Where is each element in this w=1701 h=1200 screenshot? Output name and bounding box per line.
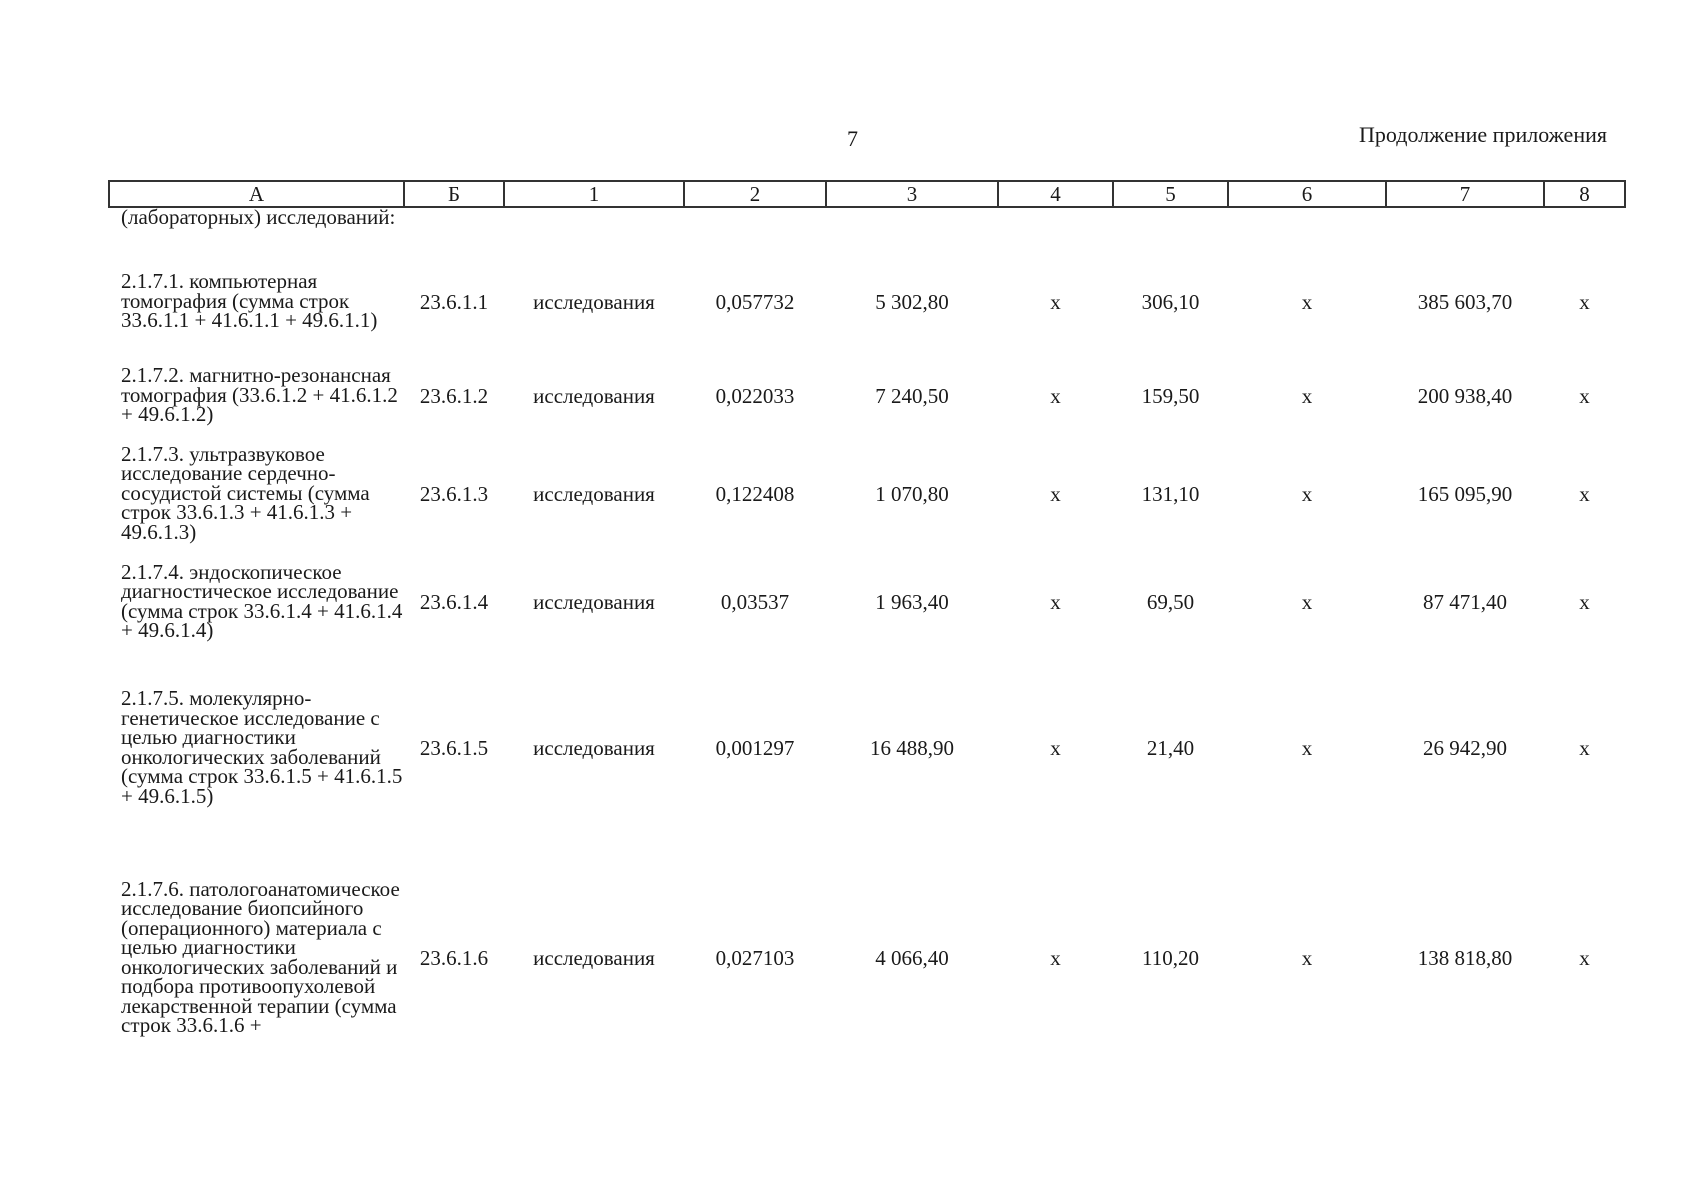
row-col5: 306,10 [1141,289,1200,314]
row-col4: х [1050,383,1061,408]
table-row [109,254,1625,350]
row-col5: 110,20 [1142,945,1199,970]
column-header: 1 [504,181,684,207]
row-col3: 1 963,40 [875,589,949,614]
row-col8: х [1579,383,1590,408]
row-col4: х [1050,481,1061,506]
table-row [109,658,1625,838]
table-row [109,350,1625,442]
row-col3: 16 488,90 [870,735,954,760]
row-name: 2.1.7.6. патологоанатомическое исследование биопсийного (операционного) материала с целью диагностики онкологических заболеваний и подбора противоопухолевой лекарственной терапии (сумма строк 33.6.1.6 + [121,876,400,1037]
row-col6: х [1301,945,1313,970]
row-col2: 0,03537 [720,589,790,614]
column-header: 2 [684,181,826,207]
column-header-row [109,181,1625,207]
row-col4: х [1050,289,1061,314]
row-col2: 0,001297 [715,735,795,760]
column-header: 8 [1544,181,1625,207]
row-col6: х [1301,289,1313,314]
row-col3: 4 066,40 [875,945,949,970]
row-col7: 87 471,40 [1423,589,1507,614]
row-col6: х [1301,481,1313,506]
row-unit: исследования [533,735,655,760]
row-unit: исследования [533,589,655,614]
column-header: 6 [1228,181,1386,207]
row-name: 2.1.7.2. магнитно-резонансная томография (33.6.1.2 + 41.6.1.2 + 49.6.1.2) [121,363,398,427]
column-header: 7 [1386,181,1544,207]
row-col7: 385 603,70 [1417,289,1513,314]
row-col6: х [1301,735,1313,760]
row-unit: исследования [533,945,655,970]
row-col2: 0,027103 [715,945,795,970]
row-col3: 5 302,80 [875,289,949,314]
page-number: 7 [847,126,858,151]
row-col8: х [1579,589,1590,614]
row-col7: 26 942,90 [1423,735,1507,760]
row-code: 23.6.1.5 [419,735,489,760]
row-col2: 0,057732 [715,289,795,314]
row-col8: х [1579,735,1590,760]
row-col7: 138 818,80 [1417,945,1513,970]
row-col5: 21,40 [1146,735,1195,760]
row-col8: х [1579,289,1590,314]
row-col6: х [1301,589,1313,614]
row-code: 23.6.1.2 [419,383,489,408]
row-col6: х [1301,383,1313,408]
row-name: 2.1.7.5. молекулярно-генетическое исследование с целью диагностики онкологических заболеваний (сумма строк 33.6.1.5 + 41.6.1.5 + 49.6.1.5) [121,686,403,808]
row-code: 23.6.1.4 [419,589,489,614]
row-code: 23.6.1.1 [419,289,489,314]
row-unit: исследования [533,289,655,314]
data-table [108,180,1626,1078]
row-col8: х [1579,945,1590,970]
continued-text: (лабораторных) исследований: [121,205,396,229]
row-unit: исследования [533,481,655,506]
row-col5: 131,10 [1141,481,1200,506]
continuation-label: Продолжение приложения [1359,122,1607,147]
row-col5: 69,50 [1146,589,1195,614]
row-col4: х [1050,589,1061,614]
row-col7: 165 095,90 [1417,481,1513,506]
row-col3: 1 070,80 [875,481,949,506]
column-header: 3 [826,181,998,207]
table-row [109,546,1625,658]
row-col4: х [1050,735,1061,760]
column-header: 5 [1113,181,1228,207]
table-row [109,442,1625,546]
row-col2: 0,122408 [715,481,795,506]
row-name: 2.1.7.1. компьютерная томография (сумма строк 33.6.1.1 + 41.6.1.1 + 49.6.1.1) [121,269,378,333]
row-unit: исследования [533,383,655,408]
continued-row [109,207,1625,228]
column-header: 4 [998,181,1113,207]
column-header: А [109,181,404,207]
row-col3: 7 240,50 [875,383,949,408]
row-col5: 159,50 [1141,383,1200,408]
row-code: 23.6.1.3 [419,481,489,506]
row-col2: 0,022033 [715,383,795,408]
row-col7: 200 938,40 [1417,383,1513,408]
row-col4: х [1050,945,1061,970]
row-col8: х [1579,481,1590,506]
row-name: 2.1.7.4. эндоскопическое диагностическое исследование (сумма строк 33.6.1.4 + 41.6.1.4 + 49.6.1.4) [121,559,403,642]
column-header: Б [404,181,504,207]
row-code: 23.6.1.6 [419,945,489,970]
table-row [109,838,1625,1078]
row-name: 2.1.7.3. ультразвуковое исследование сердечно-сосудистой системы (сумма строк 33.6.1.3 + 41.6.1.3 + 49.6.1.3) [121,441,370,544]
